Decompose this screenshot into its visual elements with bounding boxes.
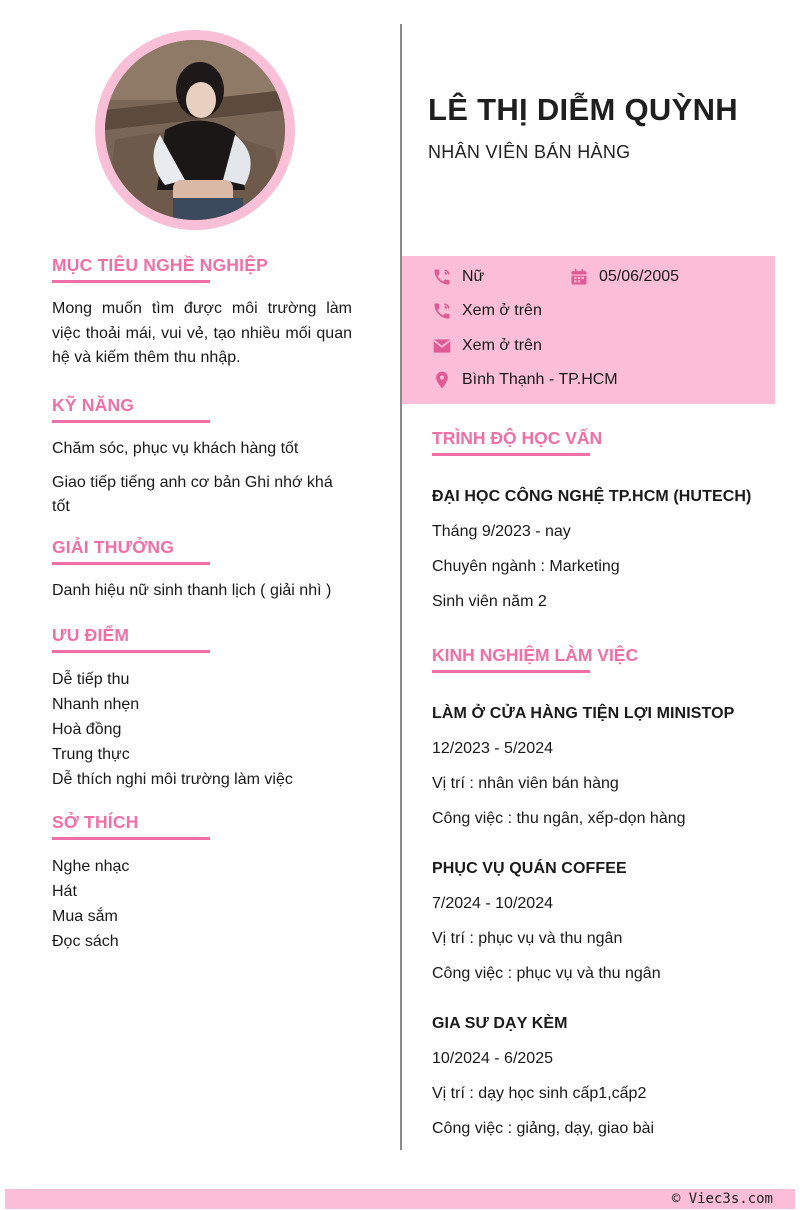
job-entry — [432, 1015, 762, 1138]
job-period: 12/2023 - 5/2024 — [432, 740, 553, 757]
job-company: PHỤC VỤ QUÁN COFFEE — [432, 860, 627, 877]
section-underline — [432, 670, 590, 673]
section-underline — [52, 420, 210, 423]
job-duties: Công việc : thu ngân, xếp-dọn hàng — [432, 810, 686, 827]
section-title: ƯU ĐIỂM — [52, 624, 130, 645]
section-strengths — [52, 625, 352, 792]
list-item: Dễ thích nghi môi trường làm việc — [52, 770, 293, 788]
left-column — [52, 255, 352, 954]
section-underline — [52, 280, 210, 283]
calendar-icon — [569, 267, 589, 287]
phone-icon — [432, 301, 452, 321]
section-skills — [52, 395, 352, 519]
section-title: MỤC TIÊU NGHỀ NGHIỆP — [52, 255, 268, 275]
contact-panel — [402, 256, 775, 404]
candidate-name: LÊ THỊ DIỄM QUỲNH — [428, 92, 738, 127]
avatar — [105, 40, 285, 220]
section-experience — [432, 645, 762, 1138]
list-item: Hát — [52, 882, 77, 900]
gender-value: Nữ — [462, 268, 485, 285]
list-item: Nhanh nhẹn — [52, 695, 140, 713]
job-entry — [432, 705, 762, 828]
section-underline — [52, 650, 210, 653]
job-position: Vị trí : dạy học sinh cấp1,cấp2 — [432, 1085, 647, 1102]
job-duties: Công việc : giảng, dạy, giao bài — [432, 1120, 655, 1137]
footer-watermark: © Viec3s.com — [671, 1191, 773, 1207]
education-period: Tháng 9/2023 - nay — [432, 523, 571, 540]
job-period: 7/2024 - 10/2024 — [432, 895, 553, 912]
list-item: Đọc sách — [52, 932, 119, 950]
phone-icon — [432, 267, 452, 287]
list-item: Danh hiệu nữ sinh thanh lịch ( giải nhì ) — [52, 581, 332, 599]
job-period: 10/2024 - 6/2025 — [432, 1050, 553, 1067]
portrait-photo — [105, 40, 285, 220]
list-item: Hoà đồng — [52, 720, 122, 738]
job-position: Vị trí : phục vụ và thu ngân — [432, 930, 623, 947]
email-value: Xem ở trên — [462, 337, 542, 354]
section-underline — [52, 562, 210, 565]
phone-value: Xem ở trên — [462, 302, 542, 319]
section-underline — [432, 453, 590, 456]
address-value: Bình Thạnh - TP.HCM — [462, 371, 618, 388]
objective-text: Mong muốn tìm được môi trường làm việc thoải mái, vui vẻ, tạo nhiều mối quan hệ và kiếm thêm thu nhập. — [52, 300, 352, 366]
job-entry — [432, 860, 762, 983]
list-item: Chăm sóc, phục vụ khách hàng tốt — [52, 439, 299, 457]
section-title: KINH NGHIỆM LÀM VIỆC — [432, 645, 639, 665]
job-company: LÀM Ở CỬA HÀNG TIỆN LỢI MINISTOP — [432, 705, 735, 722]
footer-bar — [5, 1189, 795, 1209]
section-title: KỸ NĂNG — [52, 394, 135, 415]
list-item: Mua sắm — [52, 907, 118, 925]
list-item: Giao tiếp tiếng anh cơ bản Ghi nhớ khá tốt — [52, 473, 333, 515]
job-position: Vị trí : nhân viên bán hàng — [432, 775, 619, 792]
list-item: Dễ tiếp thu — [52, 670, 130, 688]
section-underline — [52, 837, 210, 840]
birthday-value: 05/06/2005 — [599, 268, 680, 285]
job-duties: Công việc : phục vụ và thu ngân — [432, 965, 661, 982]
job-company: GIA SƯ DẠY KÈM — [432, 1015, 568, 1032]
contact-address — [432, 370, 618, 390]
school-name: ĐẠI HỌC CÔNG NGHỆ TP.HCM (HUTECH) — [432, 488, 752, 505]
list-item: Trung thực — [52, 745, 130, 763]
contact-gender — [432, 267, 484, 287]
section-title: SỞ THÍCH — [52, 811, 139, 832]
contact-email — [432, 336, 542, 356]
section-education — [432, 428, 762, 611]
education-major: Chuyên ngành : Marketing — [432, 558, 620, 575]
section-objective — [52, 255, 352, 371]
section-awards — [52, 537, 352, 603]
section-hobbies — [52, 812, 352, 954]
avatar-frame — [95, 30, 295, 230]
column-divider — [400, 24, 402, 1150]
section-title: GIẢI THƯỞNG — [52, 536, 175, 557]
job-title: NHÂN VIÊN BÁN HÀNG — [428, 142, 631, 162]
education-year: Sinh viên năm 2 — [432, 593, 547, 610]
map-pin-icon — [432, 370, 452, 390]
contact-birthday — [569, 267, 679, 287]
section-title: TRÌNH ĐỘ HỌC VẤN — [432, 428, 603, 448]
envelope-icon — [432, 336, 452, 356]
contact-phone — [432, 301, 542, 321]
list-item: Nghe nhạc — [52, 857, 130, 875]
